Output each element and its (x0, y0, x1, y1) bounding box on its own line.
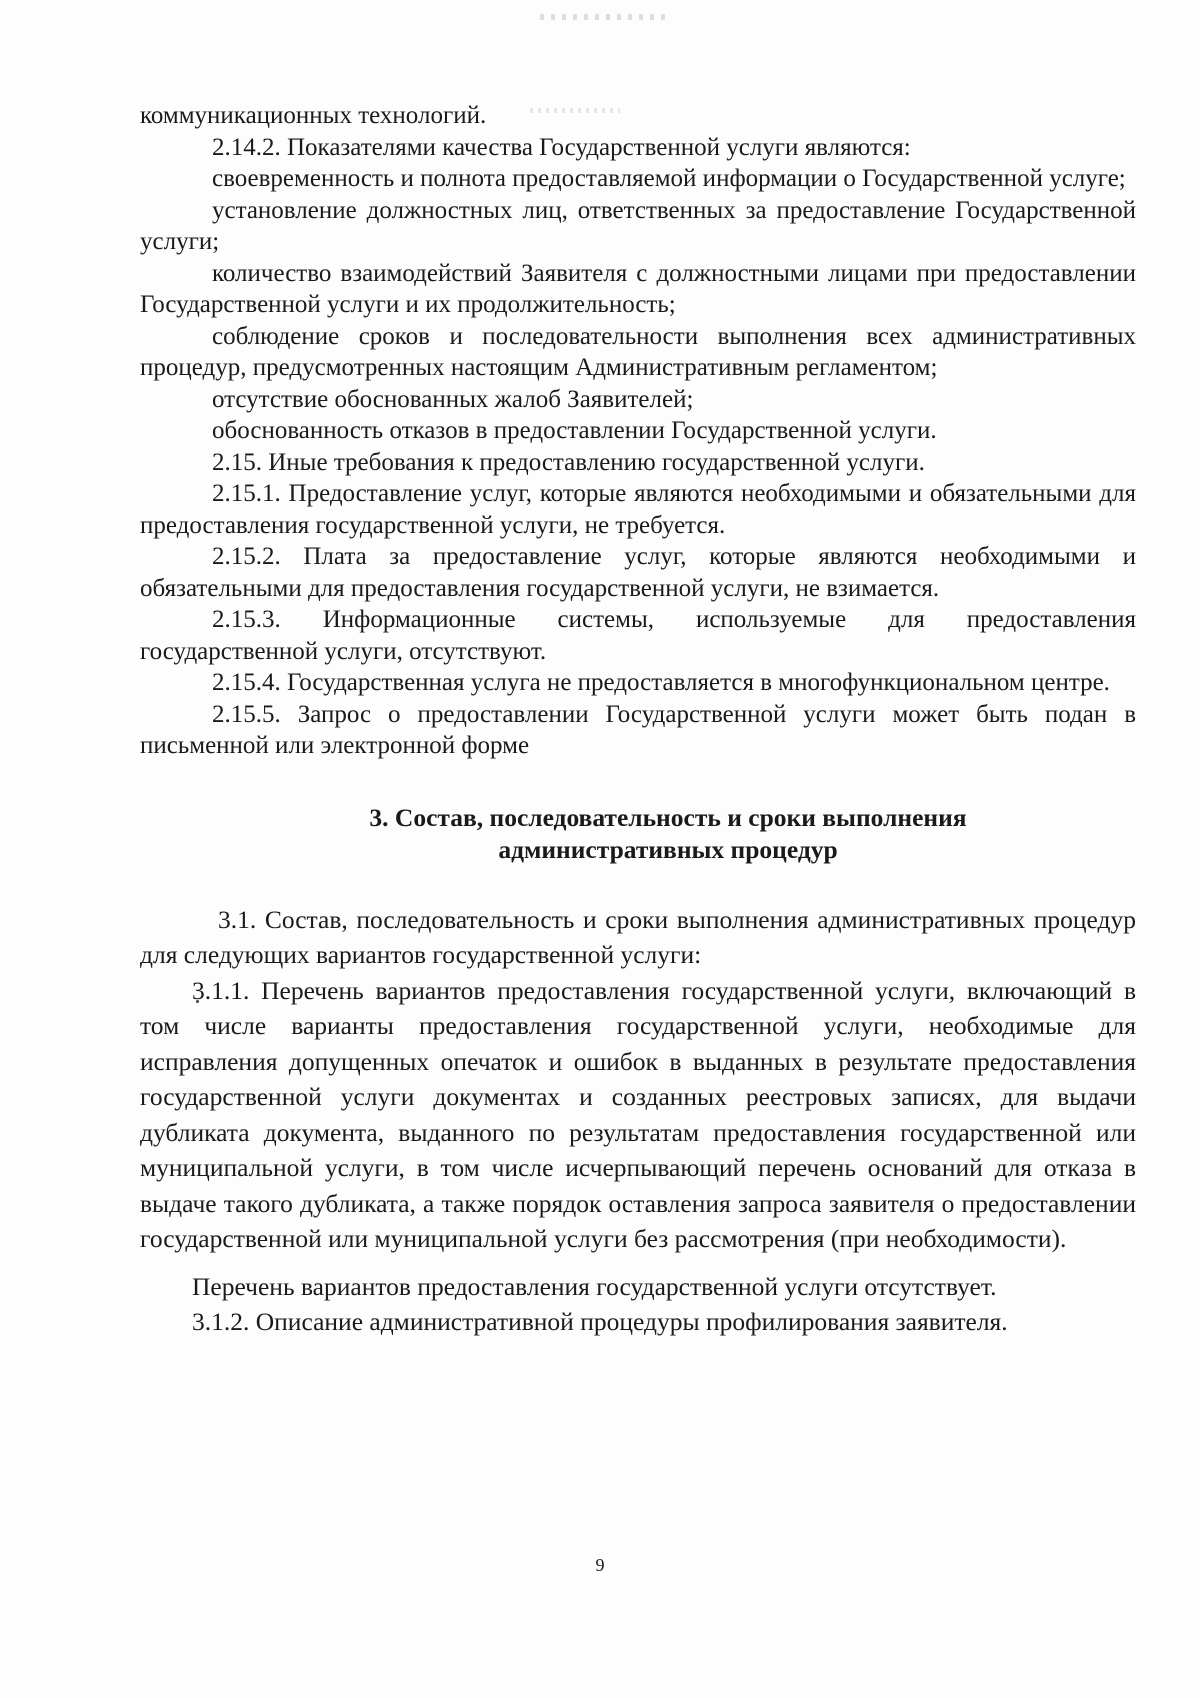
paragraph: обоснованность отказов в предоставлении Государственной услуги. (212, 417, 937, 444)
paragraph: 2.15.5. Запрос о предоставлении Государственной услуги может быть подан в письменной или электронной форме (140, 700, 1136, 759)
page-number: 9 (595, 1555, 605, 1575)
paragraph: 3.1. Состав, последовательность и сроки выполнения административных процедур для следующих вариантов государственной услуги: (140, 904, 1136, 969)
section-heading-line: административных процедур (498, 834, 838, 864)
paragraph: отсутствие обоснованных жалоб Заявителей; (212, 385, 694, 413)
paragraph: Перечень вариантов предоставления государственной услуги отсутствует. (192, 1271, 997, 1301)
paragraph: количество взаимодействий Заявителя с должностными лицами при предоставлении Государственной услуги и их продолжительность; (140, 259, 1136, 318)
paragraph: 2.15. Иные требования к предоставлению государственной услуги. (212, 448, 925, 476)
scan-artifact (540, 14, 670, 20)
text-block-top (140, 100, 1136, 762)
text-block-bottom (140, 902, 1136, 1340)
paragraph: 2.14.2. Показателями качества Государственной услуги являются: (212, 133, 911, 161)
paragraph: 2.15.3. Информационные системы, используемые для предоставления государственной услуги, отсутствуют. (140, 606, 1136, 665)
paragraph: 2.15.2. Плата за предоставление услуг, которые являются необходимыми и обязательными для предоставления государственной услуги, не взимается. (140, 543, 1136, 602)
section-heading-line: 3. Состав, последовательность и сроки выполнения (369, 802, 967, 832)
paragraph: своевременность и полнота предоставляемой информации о Государственной услуге; (212, 165, 1126, 192)
paragraph: 2.15.4. Государственная услуга не предоставляется в многофункциональном центре. (212, 669, 1110, 696)
paragraph: 3.1.2. Описание административной процедуры профилирования заявителя. (192, 1307, 1008, 1336)
paragraph: 3.1.1. Перечень вариантов предоставления государственной услуги, включающий в том числе варианты предоставления государственной услуги, необходимые для исправления допущенных опечаток и ошибок в выданных в результате предоставления государственной услуги документах и созданных реестровых записях, для выдачи дубликата документа, выданного по результатам предоставления государственной или муниципальной услуги, в том числе исчерпывающий перечень оснований для отказа в выдаче такого дубликата, а также порядок оставления запроса заявителя о предоставлении государственной или муниципальной услуги без рассмотрения (при необходимости). (140, 975, 1136, 1253)
paragraph: 2.15.1. Предоставление услуг, которые являются необходимыми и обязательными для предоставления государственной услуги, не требуется. (140, 480, 1136, 539)
section-heading (140, 802, 1136, 866)
paragraph: соблюдение сроков и последовательности выполнения всех административных процедур, предусмотренных настоящим Административным регламентом; (140, 322, 1136, 381)
paragraph: коммуникационных технологий. (140, 102, 487, 129)
document-body (140, 100, 1136, 1340)
paragraph: установление должностных лиц, ответственных за предоставление Государственной услуги; (140, 196, 1136, 255)
